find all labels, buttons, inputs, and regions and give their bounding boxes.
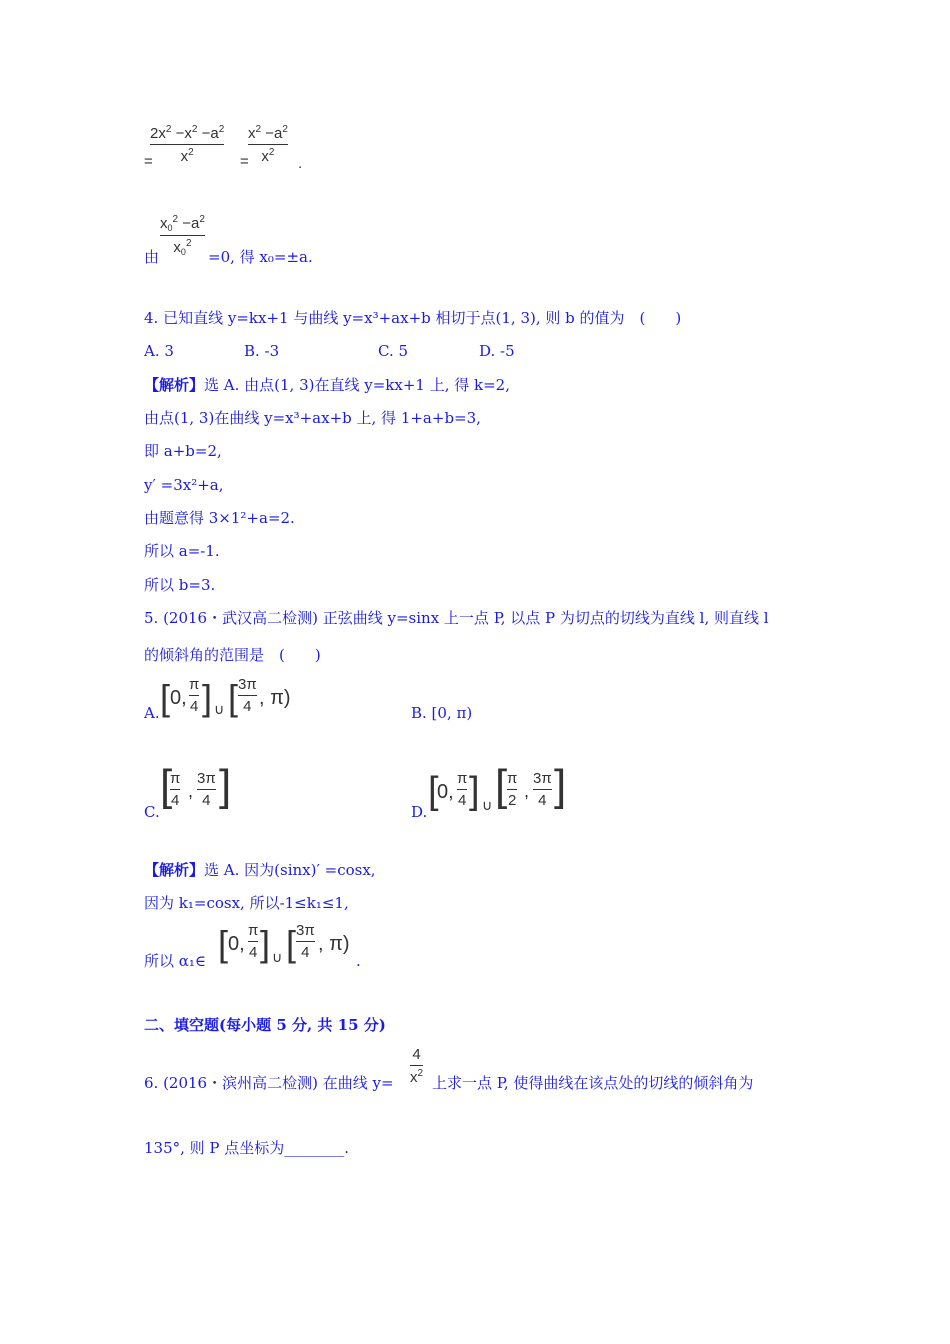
option-a-label: A. bbox=[144, 704, 160, 722]
analysis-text: 选 A. 由点(1, 3)在直线 y=kx+1 上, 得 k=2, bbox=[204, 376, 510, 394]
fraction-3pi-4: 3π 4 bbox=[533, 770, 552, 809]
analysis-tag: 【解析】 bbox=[144, 376, 205, 394]
fraction-3pi-4: 3π 4 bbox=[197, 770, 216, 809]
fraction-pi-4: π 4 bbox=[170, 770, 181, 809]
analysis-line: 即 a+b=2, bbox=[144, 442, 222, 460]
fraction-3pi-4: 3π 4 bbox=[238, 676, 257, 715]
fraction-1 bbox=[150, 124, 224, 165]
fraction-pi-4: π 4 bbox=[248, 922, 259, 961]
question-5-stem-line1: 5. (2016・武汉高二检测) 正弦曲线 y=sinx 上一点 P, 以点 P 为切点的切线为直线 l, 则直线 l bbox=[144, 609, 769, 627]
analysis-tag: 【解析】 bbox=[144, 861, 205, 879]
option-d: D. -5 bbox=[479, 342, 515, 360]
fraction-2 bbox=[248, 124, 288, 165]
analysis-line bbox=[144, 863, 376, 878]
period: . bbox=[298, 155, 303, 172]
equals-sign: = bbox=[144, 153, 153, 170]
section-heading: 二、填空题(每小题 5 分, 共 15 分) bbox=[144, 1016, 386, 1034]
period: . bbox=[356, 952, 361, 970]
option-c: C. 5 bbox=[378, 342, 409, 360]
option-d-label: D. bbox=[411, 803, 428, 821]
analysis-line: 由题意得 3×1²+a=2. bbox=[144, 509, 295, 527]
result-text: =0, 得 x₀=±a. bbox=[208, 248, 313, 266]
analysis-line: 由点(1, 3)在曲线 y=x³+ax+b 上, 得 1+a+b=3, bbox=[144, 409, 481, 427]
fraction-denominator: $x^2$ bbox=[261, 147, 275, 165]
question-6-prefix: 6. (2016・滨州高二检测) 在曲线 y= bbox=[144, 1074, 394, 1092]
option-b: B. -3 bbox=[244, 342, 280, 360]
fraction-pi-4: π 4 bbox=[457, 770, 468, 809]
option-a: A. 3 bbox=[144, 342, 174, 360]
option-c-label: C. bbox=[144, 803, 160, 821]
analysis-line: 因为 k₁=cosx, 所以-1≤k₁≤1, bbox=[144, 894, 349, 912]
analysis-line: y′ =3x²+a, bbox=[144, 476, 224, 494]
analysis-line: 所以 b=3. bbox=[144, 576, 216, 594]
analysis-line bbox=[144, 378, 510, 393]
fraction-denominator: $x^2$ bbox=[180, 147, 194, 165]
fraction-4-over-x2: 4 $x^2$ bbox=[410, 1046, 424, 1086]
fraction-numerator: $x_0^2 -a^2$ bbox=[160, 214, 205, 233]
fraction-pi-2: π 2 bbox=[507, 770, 518, 809]
analysis-line-prefix: 所以 α₁∈ bbox=[144, 952, 207, 970]
fraction-denominator: $x_0^2$ bbox=[173, 238, 192, 257]
question-5-stem-line2: 的倾斜角的范围是 ( ) bbox=[144, 646, 321, 664]
fraction-3 bbox=[160, 214, 205, 257]
option-b: B. [0, π) bbox=[411, 704, 473, 722]
prefix-text: 由 bbox=[144, 248, 160, 266]
equals-sign: = bbox=[240, 153, 249, 170]
question-6-suffix: 上求一点 P, 使得曲线在该点处的切线的倾斜角为 bbox=[432, 1074, 754, 1092]
fraction-numerator: $x^2 -a^2$ bbox=[248, 124, 288, 142]
fraction-numerator: $2x^2 -x^2 -a^2$ bbox=[150, 124, 225, 142]
analysis-line: 所以 a=-1. bbox=[144, 542, 220, 560]
fraction-3pi-4: 3π 4 bbox=[296, 922, 315, 961]
fraction-pi-4: π 4 bbox=[189, 676, 200, 715]
analysis-text: 选 A. 因为(sinx)′ =cosx, bbox=[204, 861, 376, 879]
question-6-line2: 135°, 则 P 点坐标为________. bbox=[144, 1139, 350, 1157]
question-4-stem: 4. 已知直线 y=kx+1 与曲线 y=x³+ax+b 相切于点(1, 3), 则 b 的值为 ( ) bbox=[144, 309, 682, 327]
